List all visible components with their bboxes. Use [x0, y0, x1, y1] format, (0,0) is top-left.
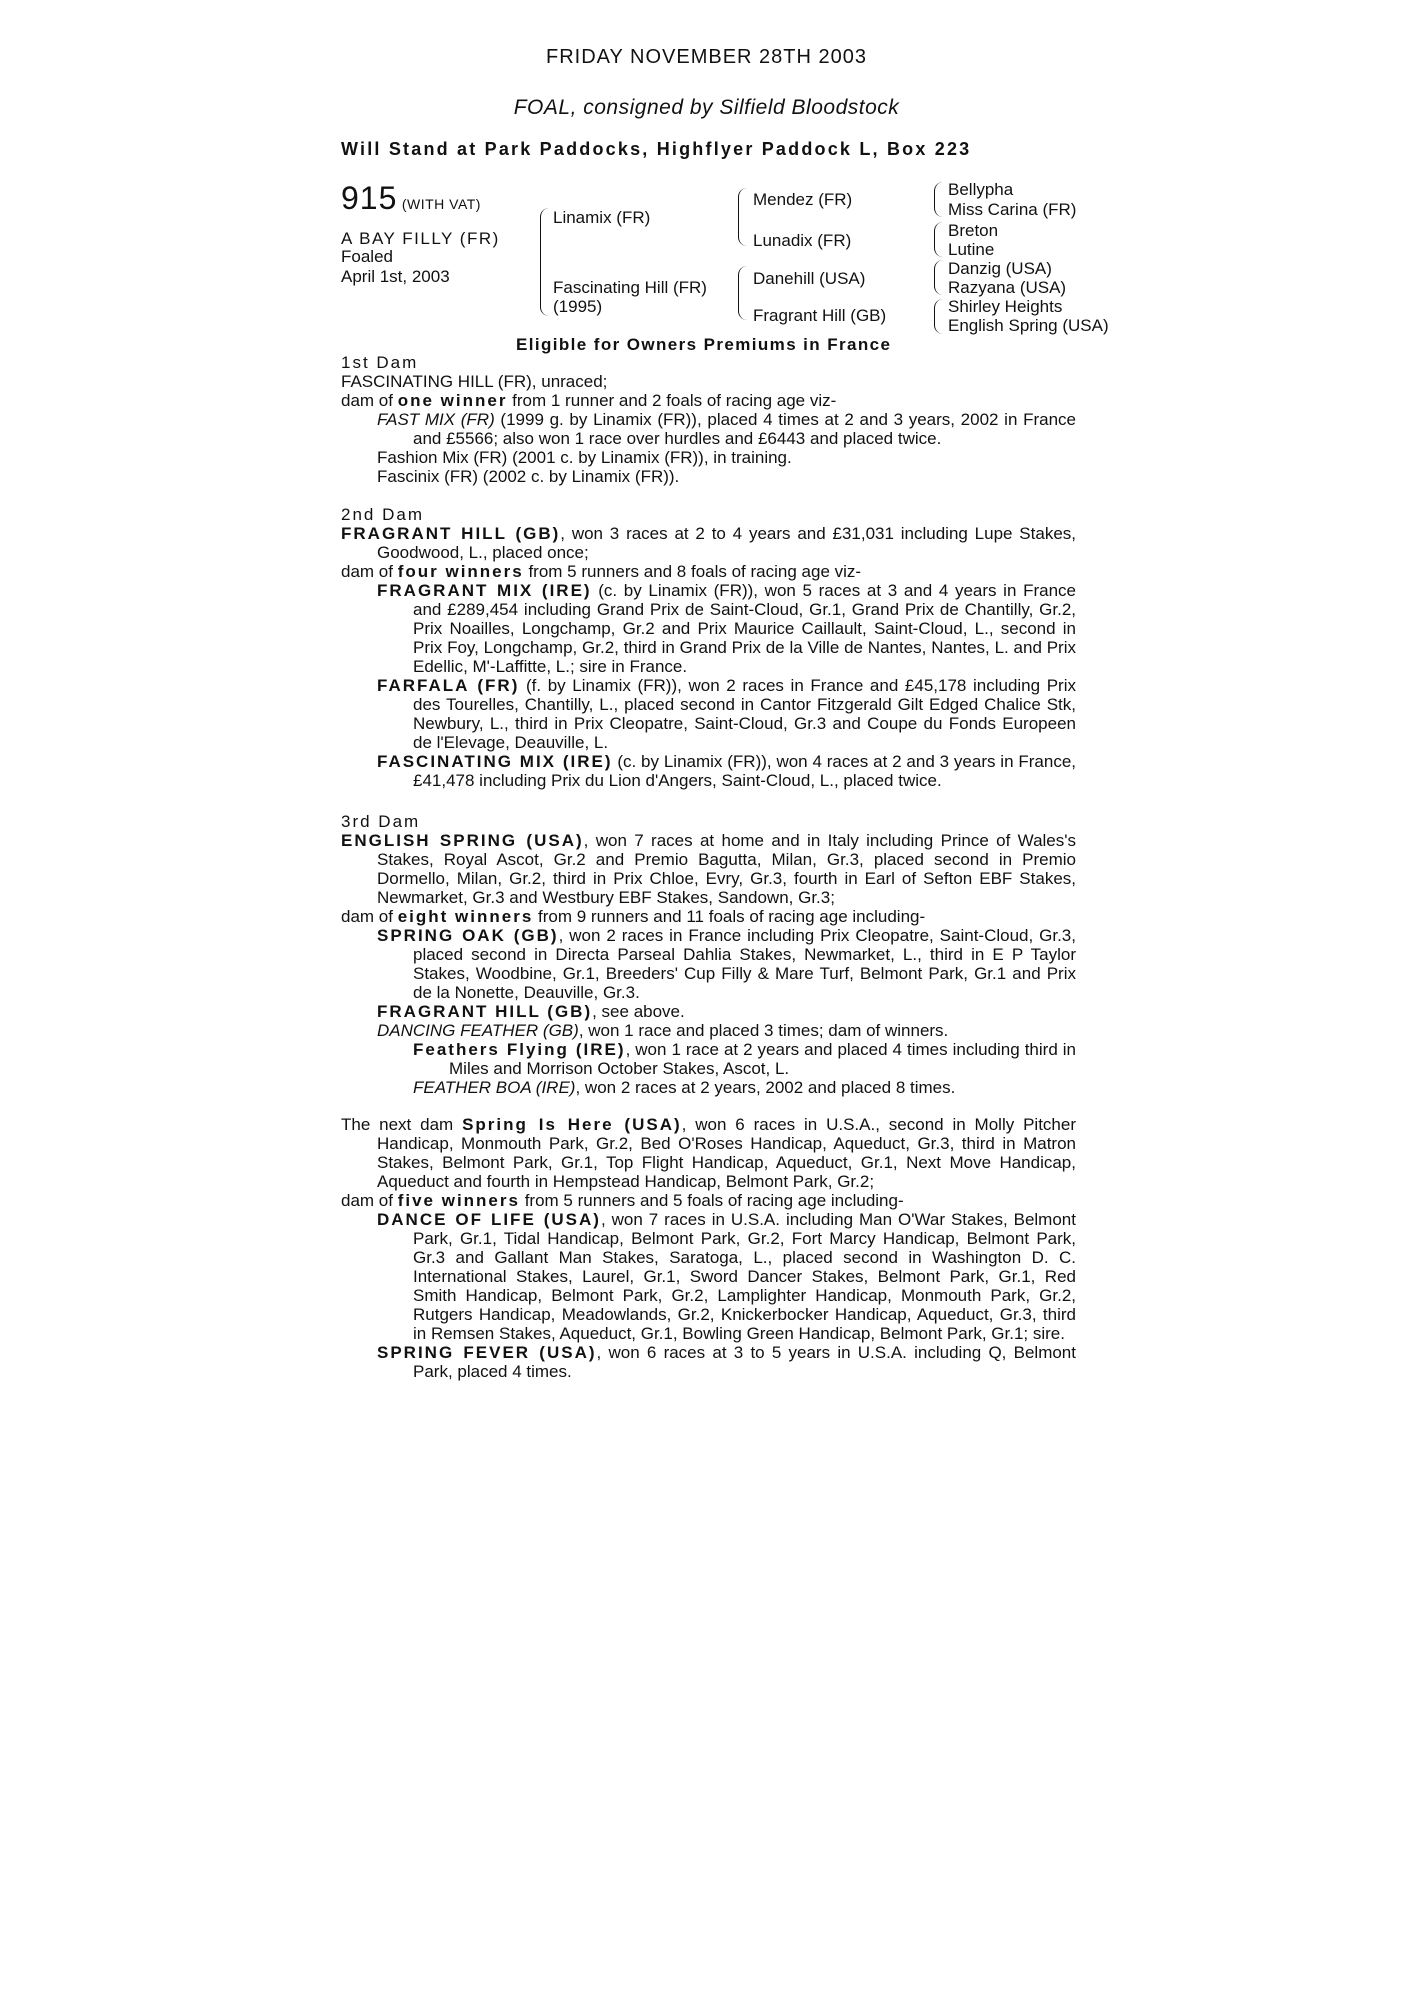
pedigree-sds: Breton: [948, 221, 999, 240]
stand-location: Will Stand at Park Paddocks, Highflyer Paddock L, Box 223: [341, 139, 972, 159]
consignor-line: FOAL, consigned by Silfield Bloodstock: [513, 96, 900, 119]
lot-number: 915: [341, 180, 398, 216]
foaled-label: Foaled: [341, 247, 393, 266]
pedigree-brace: [738, 188, 747, 246]
pedigree-sire: Linamix (FR): [553, 208, 651, 227]
third-dam-heading: 3rd Dam: [341, 812, 421, 831]
progeny-entry: SPRING FEVER (USA), won 6 races at 3 to 5 years in U.S.A. including Q, Belmont Park, placed 4 times.: [377, 1343, 1076, 1381]
pedigree-sss: Bellypha: [948, 180, 1014, 199]
first-dam-heading: 1st Dam: [341, 353, 419, 372]
second-dam-summary: dam of four winners from 5 runners and 8 foals of racing age viz-: [341, 562, 862, 581]
pedigree-sire-sire: Mendez (FR): [753, 190, 853, 209]
lot-description: A BAY FILLY (FR): [341, 229, 500, 248]
pedigree-dam-dam: Fragrant Hill (GB): [753, 306, 887, 325]
pedigree-ssd: Miss Carina (FR): [948, 200, 1077, 219]
grand-progeny-entry: FEATHER BOA (IRE), won 2 races at 2 years, 2002 and placed 8 times.: [413, 1078, 956, 1097]
pedigree-brace: [738, 266, 747, 320]
pedigree-dsd: Razyana (USA): [948, 278, 1067, 297]
first-dam-section: [341, 353, 1076, 486]
progeny-entry: DANCING FEATHER (GB), won 1 race and placed 3 times; dam of winners.: [377, 1021, 949, 1040]
sale-date: FRIDAY NOVEMBER 28TH 2003: [545, 46, 868, 68]
first-dam-summary: dam of one winner from 1 runner and 2 foals of racing age viz-: [341, 391, 837, 410]
progeny-entry: Fascinix (FR) (2002 c. by Linamix (FR)).: [377, 467, 680, 486]
foaled-date: April 1st, 2003: [341, 267, 450, 286]
fourth-dam-name: The next dam Spring Is Here (USA), won 6 races in U.S.A., second in Molly Pitcher Handicap, Monmouth Park, Gr.2, Bed O'Roses Handicap, Aqueduct, Gr.3, third in Matron Stakes, Belmont Park, Gr.1, Top Flight Handicap, Aqueduct, Gr.1, Next Move Handicap, Aqueduct and fourth in Hempstead Handicap, Belmont Park, Gr.2;: [341, 1115, 1076, 1191]
second-dam-section: [341, 505, 1076, 790]
progeny-entry: FARFALA (FR) (f. by Linamix (FR)), won 2 races in France and £45,178 including Prix des Tourelles, Chantilly, L., placed second in Cantor Fitzgerald Gilt Edged Chalice Stk, Newbury, L., third in Prix Cleopatre, Saint-Cloud, Gr.3 and Coupe du Fonds Europeen de l'Elevage, Deauville, L.: [377, 676, 1076, 752]
fourth-dam-summary: dam of five winners from 5 runners and 5 foals of racing age including-: [341, 1191, 904, 1210]
progeny-entry: Fashion Mix (FR) (2001 c. by Linamix (FR)), in training.: [377, 448, 792, 467]
lot-number-block: [341, 180, 481, 217]
progeny-entry: FASCINATING MIX (IRE) (c. by Linamix (FR)), won 4 races at 2 and 3 years in France, £41,478 including Prix du Lion d'Angers, Saint-Cloud, L., placed twice.: [377, 752, 1076, 790]
first-dam-name: FASCINATING HILL (FR), unraced;: [341, 372, 608, 391]
fourth-dam-section: [341, 1115, 1076, 1381]
pedigree-sire-dam: Lunadix (FR): [753, 231, 852, 250]
progeny-entry: DANCE OF LIFE (USA), won 7 races in U.S.A. including Man O'War Stakes, Belmont Park, Gr.1, Tidal Handicap, Belmont Park, Gr.2, Fort Marcy Handicap, Belmont Park, Gr.3 and Gallant Man Stakes, Saratoga, L., placed second in Washington D. C. International Stakes, Laurel, Gr.1, Sword Dancer Stakes, Belmont Park, Gr.1, Red Smith Handicap, Belmont Park, Gr.2, Lamplighter Handicap, Monmouth Park, Gr.2, Rutgers Handicap, Meadowlands, Gr.2, Knickerbocker Handicap, Aqueduct, Gr.3, third in Remsen Stakes, Aqueduct, Gr.1, Bowling Green Handicap, Belmont Park, Gr.1; sire.: [377, 1210, 1076, 1343]
grand-progeny-entry: Feathers Flying (IRE), won 1 race at 2 years and placed 4 times including third in Miles and Morrison October Stakes, Ascot, L.: [413, 1040, 1076, 1078]
pedigree-brace: [934, 299, 943, 334]
pedigree-dam: Fascinating Hill (FR): [553, 278, 707, 297]
pedigree-brace: [934, 222, 943, 257]
pedigree-brace: [540, 208, 549, 316]
third-dam-summary: dam of eight winners from 9 runners and 11 foals of racing age including-: [341, 907, 926, 926]
progeny-entry: SPRING OAK (GB), won 2 races in France including Prix Cleopatre, Saint-Cloud, Gr.3, placed second in Directa Parseal Dahlia Stakes, Newmarket, L., third in E P Taylor Stakes, Woodbine, Gr.1, Breeders' Cup Filly & Mare Turf, Belmont Park, Gr.1 and Prix de la Nonette, Deauville, Gr.3.: [377, 926, 1076, 1002]
pedigree-dss: Danzig (USA): [948, 259, 1052, 278]
second-dam-heading: 2nd Dam: [341, 505, 424, 524]
pedigree-ddd: English Spring (USA): [948, 316, 1109, 335]
pedigree-dam-year: (1995): [553, 297, 603, 316]
vat-note: (WITH VAT): [401, 196, 481, 212]
pedigree-brace: [934, 182, 943, 217]
third-dam-section: [341, 812, 1076, 1097]
second-dam-name: FRAGRANT HILL (GB), won 3 races at 2 to 4 years and £31,031 including Lupe Stakes, Goodwood, L., placed once;: [341, 524, 1076, 562]
progeny-entry: FRAGRANT HILL (GB), see above.: [377, 1002, 685, 1021]
pedigree-sdd: Lutine: [948, 240, 995, 259]
pedigree-brace: [934, 260, 943, 295]
progeny-entry: FRAGRANT MIX (IRE) (c. by Linamix (FR)), won 5 races at 3 and 4 years in France and £289,454 including Grand Prix de Saint-Cloud, Gr.1, Grand Prix de Chantilly, Gr.2, Prix Noailles, Longchamp, Gr.2 and Prix Maurice Caillault, Saint-Cloud, L., second in Prix Foy, Longchamp, Gr.2, third in Grand Prix de la Ville de Nantes, Nantes, L. and Prix Edellic, M'-Laffitte, L.; sire in France.: [377, 581, 1076, 676]
progeny-entry: FAST MIX (FR) (1999 g. by Linamix (FR)), placed 4 times at 2 and 3 years, 2002 in France and £5566; also won 1 race over hurdles and £6443 and placed twice.: [377, 410, 1076, 448]
eligibility-note: Eligible for Owners Premiums in France: [516, 335, 892, 354]
pedigree-dam-sire: Danehill (USA): [753, 269, 866, 288]
third-dam-name: ENGLISH SPRING (USA), won 7 races at home and in Italy including Prince of Wales's Stakes, Royal Ascot, Gr.2 and Premio Bagutta, Milan, Gr.3, placed second in Premio Dormello, Milan, Gr.2, third in Prix Chloe, Evry, Gr.3, fourth in Earl of Sefton EBF Stakes, Newmarket, Gr.3 and Westbury EBF Stakes, Sandown, Gr.3;: [341, 831, 1077, 907]
pedigree-dds: Shirley Heights: [948, 297, 1063, 316]
